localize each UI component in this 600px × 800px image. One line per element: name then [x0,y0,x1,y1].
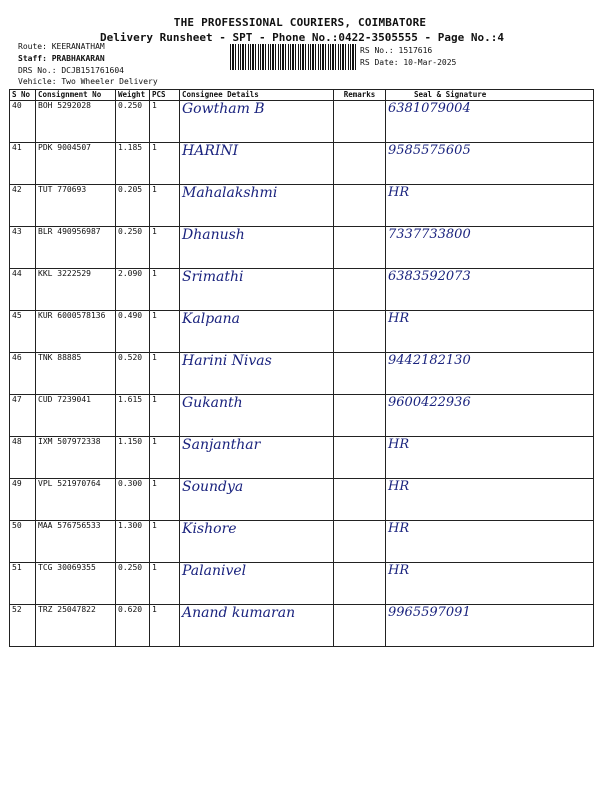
consignment-cell: IXM 507972338 [36,437,116,479]
sno-cell: 48 [10,437,36,479]
sno-cell: 50 [10,521,36,563]
runsheet-subtitle: Delivery Runsheet - SPT - Phone No.:0422-3505555 - Page No.:4 [100,31,504,44]
consignment-cell: BLR 490956987 [36,227,116,269]
remarks-cell [334,101,386,143]
pcs-cell: 1 [150,143,180,185]
sno-cell: 40 [10,101,36,143]
remarks-cell [334,437,386,479]
sno-cell: 47 [10,395,36,437]
rs-number: RS No.: 1517616 [360,46,433,55]
signature-cell: HR [386,521,594,563]
weight-cell: 0.250 [116,227,150,269]
header-consignee: Consignee Details [180,90,334,101]
consignment-cell: TCG 30069355 [36,563,116,605]
pcs-cell: 1 [150,353,180,395]
signature-cell: 9442182130 [386,353,594,395]
sno-cell: 43 [10,227,36,269]
remarks-cell [334,311,386,353]
signature-cell: 9585575605 [386,143,594,185]
signature-cell: HR [386,437,594,479]
rs-date: RS Date: 10-Mar-2025 [360,58,457,67]
table-row [10,605,594,647]
consignee-cell: Anand kumaran [180,605,334,647]
signature-cell: HR [386,479,594,521]
weight-cell: 0.250 [116,563,150,605]
pcs-cell: 1 [150,311,180,353]
header-remarks: Remarks [334,90,386,101]
header-weight: Weight [116,90,150,101]
signature-cell: HR [386,311,594,353]
table-row [10,563,594,605]
remarks-cell [334,353,386,395]
consignee-cell: Mahalakshmi [180,185,334,227]
pcs-cell: 1 [150,437,180,479]
header-sno: S No [10,90,36,101]
remarks-cell [334,521,386,563]
signature-cell: 7337733800 [386,227,594,269]
consignment-cell: PDK 9004507 [36,143,116,185]
pcs-cell: 1 [150,185,180,227]
consignee-cell: Dhanush [180,227,334,269]
table-row [10,395,594,437]
weight-cell: 1.300 [116,521,150,563]
route-label: Route: KEERANATHAM [18,42,105,51]
consignment-cell: BOH 5292028 [36,101,116,143]
weight-cell: 0.520 [116,353,150,395]
sno-cell: 51 [10,563,36,605]
sno-cell: 46 [10,353,36,395]
weight-cell: 0.250 [116,101,150,143]
weight-cell: 1.150 [116,437,150,479]
consignment-cell: KUR 6000578136 [36,311,116,353]
consignment-cell: MAA 576756533 [36,521,116,563]
table-header-row [10,90,594,101]
consignee-cell: Soundya [180,479,334,521]
pcs-cell: 1 [150,563,180,605]
remarks-cell [334,395,386,437]
header-pcs: PCS [150,90,180,101]
consignment-cell: TUT 770693 [36,185,116,227]
consignee-cell: Kalpana [180,311,334,353]
sno-cell: 52 [10,605,36,647]
barcode-image [230,44,356,70]
signature-cell: 6383592073 [386,269,594,311]
header-consignment: Consignment No [36,90,116,101]
sno-cell: 41 [10,143,36,185]
weight-cell: 1.615 [116,395,150,437]
runsheet-table [9,89,594,647]
signature-cell: 9600422936 [386,395,594,437]
pcs-cell: 1 [150,101,180,143]
consignee-cell: Sanjanthar [180,437,334,479]
sno-cell: 42 [10,185,36,227]
table-row [10,185,594,227]
consignee-cell: Gowtham B [180,101,334,143]
vehicle-label: Vehicle: Two Wheeler Delivery [18,77,158,86]
pcs-cell: 1 [150,521,180,563]
remarks-cell [334,269,386,311]
table-row [10,269,594,311]
remarks-cell [334,143,386,185]
pcs-cell: 1 [150,605,180,647]
sno-cell: 49 [10,479,36,521]
company-title: THE PROFESSIONAL COURIERS, COIMBATORE [173,16,427,29]
consignment-cell: CUD 7239041 [36,395,116,437]
consignee-cell: Palanivel [180,563,334,605]
weight-cell: 1.185 [116,143,150,185]
remarks-cell [334,605,386,647]
consignment-cell: TNK 88885 [36,353,116,395]
pcs-cell: 1 [150,227,180,269]
table-row [10,227,594,269]
table-row [10,437,594,479]
sno-cell: 44 [10,269,36,311]
staff-label: Staff: [18,54,47,63]
weight-cell: 2.090 [116,269,150,311]
remarks-cell [334,185,386,227]
remarks-cell [334,479,386,521]
weight-cell: 0.620 [116,605,150,647]
weight-cell: 0.205 [116,185,150,227]
signature-cell: 6381079004 [386,101,594,143]
consignee-cell: Kishore [180,521,334,563]
sno-cell: 45 [10,311,36,353]
consignment-cell: TRZ 25047822 [36,605,116,647]
consignment-cell: VPL 521970764 [36,479,116,521]
staff-line [18,54,105,63]
remarks-cell [334,227,386,269]
table-row [10,521,594,563]
staff-value: PRABHAKARAN [51,54,105,63]
signature-cell: HR [386,563,594,605]
weight-cell: 0.300 [116,479,150,521]
consignee-cell: Harini Nivas [180,353,334,395]
signature-cell: 9965597091 [386,605,594,647]
consignee-cell: Gukanth [180,395,334,437]
signature-cell: HR [386,185,594,227]
table-row [10,353,594,395]
pcs-cell: 1 [150,479,180,521]
table-row [10,143,594,185]
consignee-cell: Srimathi [180,269,334,311]
drs-number: DRS No.: DCJB151761604 [18,66,124,75]
header-signature: Seal & Signature [386,90,594,101]
remarks-cell [334,563,386,605]
table-row [10,311,594,353]
table-row [10,479,594,521]
consignee-cell: HARINI [180,143,334,185]
weight-cell: 0.490 [116,311,150,353]
pcs-cell: 1 [150,395,180,437]
pcs-cell: 1 [150,269,180,311]
table-row [10,101,594,143]
consignment-cell: KKL 3222529 [36,269,116,311]
